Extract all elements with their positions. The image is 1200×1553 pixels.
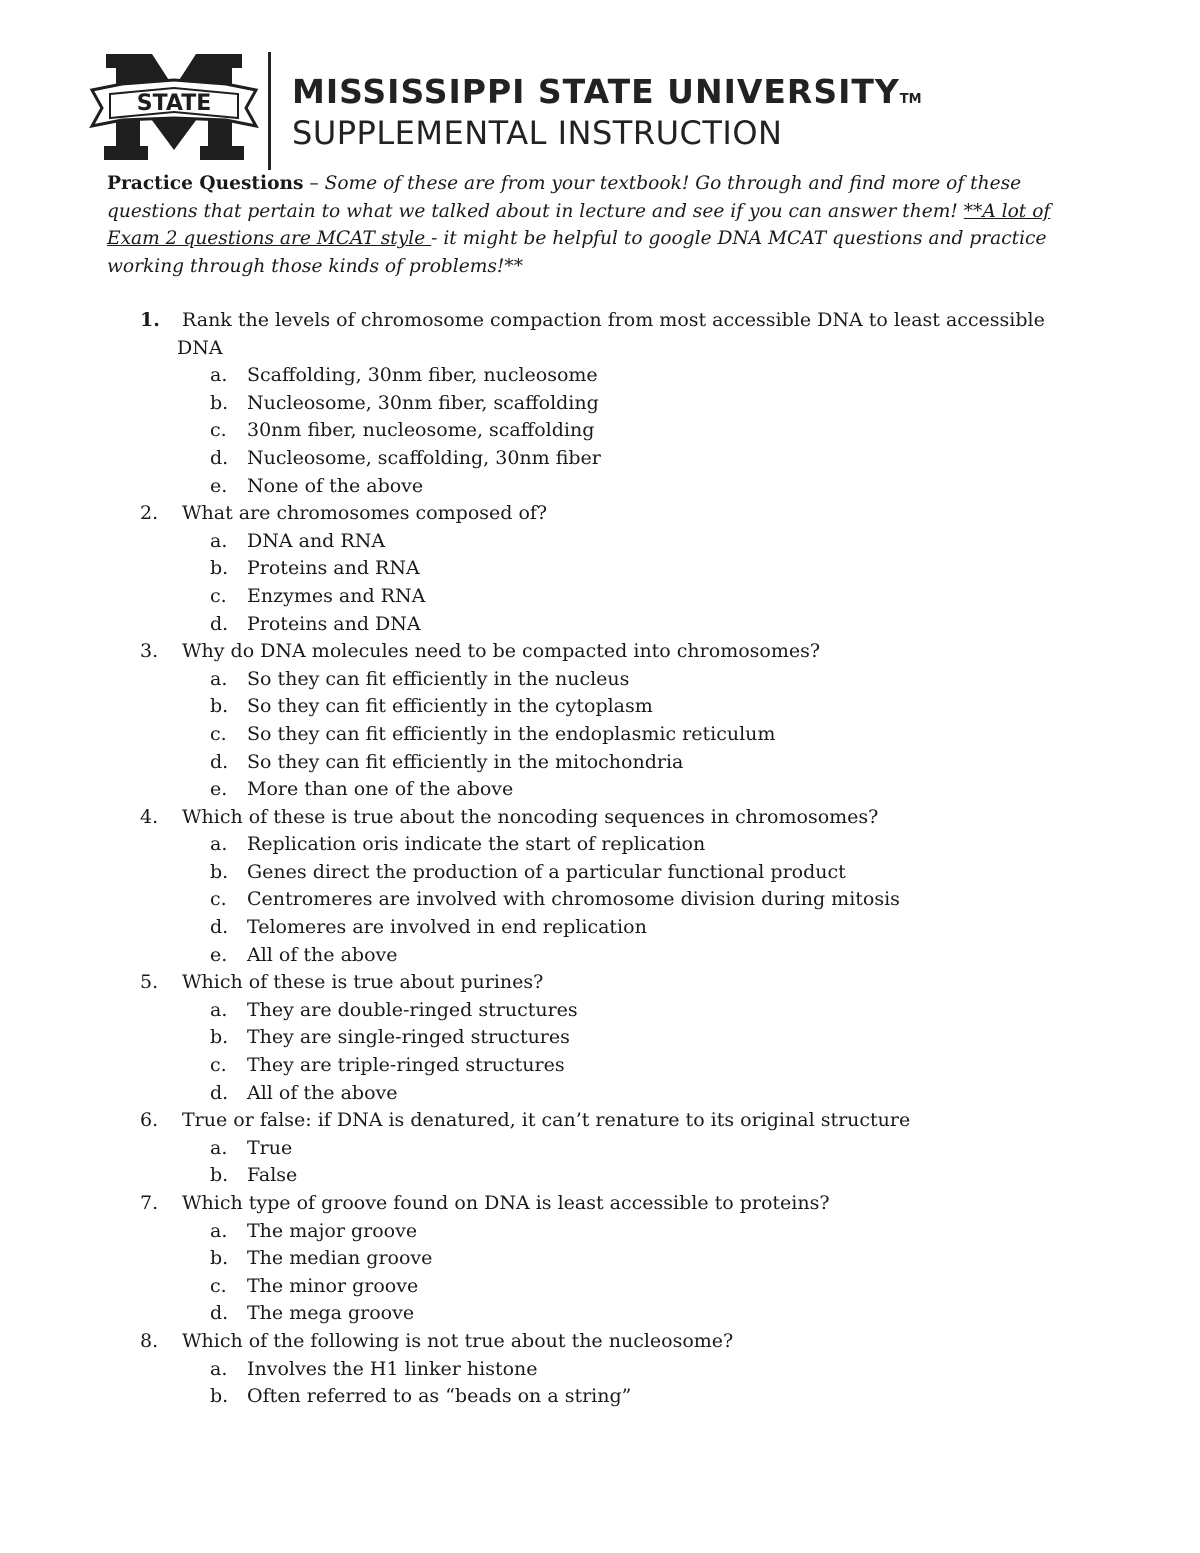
option-item bbox=[0, 831, 1200, 859]
option-letter: c. bbox=[210, 1054, 227, 1077]
question-number: 8. bbox=[140, 1329, 159, 1352]
option-letter: b. bbox=[210, 1026, 229, 1049]
option-text: They are double-ringed structures bbox=[247, 998, 578, 1021]
option-letter: c. bbox=[210, 1274, 227, 1297]
option-item bbox=[0, 749, 1200, 777]
option-letter: d. bbox=[210, 750, 229, 773]
option-item bbox=[0, 1218, 1200, 1246]
question-text: Which of these is true about purines? bbox=[182, 971, 544, 994]
option-letter: b. bbox=[210, 1247, 229, 1270]
question-text: Why do DNA molecules need to be compacted into chromosomes? bbox=[182, 640, 821, 663]
option-item bbox=[0, 1300, 1200, 1328]
option-letter: a. bbox=[210, 667, 228, 690]
option-letter: a. bbox=[210, 833, 228, 856]
option-letter: c. bbox=[210, 722, 227, 745]
option-item bbox=[0, 1024, 1200, 1052]
option-text: All of the above bbox=[247, 1081, 398, 1104]
option-text: Replication oris indicate the start of replication bbox=[247, 833, 706, 856]
option-text: Proteins and RNA bbox=[247, 557, 420, 580]
header-divider bbox=[268, 52, 271, 170]
question-number: 5. bbox=[140, 971, 159, 994]
option-item bbox=[0, 1245, 1200, 1273]
msu-m-logo-icon bbox=[88, 54, 260, 162]
option-item bbox=[0, 473, 1200, 501]
option-letter: b. bbox=[210, 557, 229, 580]
intro-text-2: - it might be helpful to google DNA MCAT questions and practice working through those kinds of problems!** bbox=[107, 228, 1047, 277]
option-item bbox=[0, 997, 1200, 1025]
option-item bbox=[0, 390, 1200, 418]
option-letter: b. bbox=[210, 860, 229, 883]
option-item bbox=[0, 776, 1200, 804]
question-number: 4. bbox=[140, 805, 159, 828]
option-letter: c. bbox=[210, 584, 227, 607]
option-item bbox=[0, 1356, 1200, 1384]
intro-paragraph bbox=[107, 170, 1092, 280]
question-item bbox=[0, 638, 1200, 666]
option-text: So they can fit efficiently in the nucleus bbox=[247, 667, 630, 690]
question-continuation bbox=[0, 335, 1200, 363]
option-letter: d. bbox=[210, 916, 229, 939]
option-text: Nucleosome, 30nm fiber, scaffolding bbox=[247, 391, 599, 414]
option-letter: c. bbox=[210, 888, 227, 911]
option-item bbox=[0, 721, 1200, 749]
logo-text: STATE bbox=[136, 91, 212, 116]
option-text: 30nm fiber, nucleosome, scaffolding bbox=[247, 419, 595, 442]
option-text: False bbox=[247, 1164, 298, 1187]
question-text-cont: DNA bbox=[177, 336, 223, 359]
option-item bbox=[0, 1135, 1200, 1163]
option-item bbox=[0, 859, 1200, 887]
option-item bbox=[0, 583, 1200, 611]
university-name-text: MISSISSIPPI STATE UNIVERSITY bbox=[292, 72, 900, 111]
intro-lead: Practice Questions bbox=[107, 173, 304, 194]
option-item bbox=[0, 1052, 1200, 1080]
option-text: Proteins and DNA bbox=[247, 612, 421, 635]
option-item bbox=[0, 1080, 1200, 1108]
question-text: Which type of groove found on DNA is least accessible to proteins? bbox=[182, 1192, 830, 1214]
option-item bbox=[0, 942, 1200, 970]
option-item bbox=[0, 417, 1200, 445]
question-item bbox=[0, 1328, 1200, 1356]
option-item bbox=[0, 1162, 1200, 1190]
question-item bbox=[0, 1190, 1200, 1218]
option-letter: a. bbox=[210, 1357, 228, 1380]
option-item bbox=[0, 555, 1200, 583]
option-letter: a. bbox=[210, 998, 228, 1021]
option-letter: b. bbox=[210, 695, 229, 718]
option-letter: e. bbox=[210, 474, 228, 497]
option-text: So they can fit efficiently in the cytoplasm bbox=[247, 695, 653, 718]
question-number: 3. bbox=[140, 640, 159, 663]
option-letter: d. bbox=[210, 1081, 229, 1104]
option-letter: a. bbox=[210, 364, 228, 387]
question-number: 1. bbox=[140, 309, 160, 331]
program-name: SUPPLEMENTAL INSTRUCTION bbox=[292, 114, 783, 152]
option-letter: a. bbox=[210, 1219, 228, 1242]
question-text: Which of the following is not true about the nucleosome? bbox=[182, 1329, 734, 1352]
option-text: They are triple-ringed structures bbox=[247, 1054, 565, 1077]
option-item bbox=[0, 693, 1200, 721]
option-item bbox=[0, 1273, 1200, 1301]
option-text: The major groove bbox=[247, 1219, 418, 1242]
option-text: They are single-ringed structures bbox=[247, 1026, 570, 1049]
question-item bbox=[0, 969, 1200, 997]
option-text: The median groove bbox=[247, 1247, 433, 1270]
option-item bbox=[0, 445, 1200, 473]
option-letter: d. bbox=[210, 446, 229, 469]
option-text: All of the above bbox=[247, 943, 398, 966]
option-letter: d. bbox=[210, 1302, 229, 1325]
question-number: 2. bbox=[140, 502, 159, 525]
option-item bbox=[0, 914, 1200, 942]
question-item bbox=[0, 500, 1200, 528]
option-text: DNA and RNA bbox=[247, 529, 386, 552]
option-letter: d. bbox=[210, 612, 229, 635]
intro-underlined: **A lot of Exam 2 questions are MCAT style bbox=[107, 200, 1051, 250]
option-text: So they can fit efficiently in the mitochondria bbox=[247, 750, 684, 773]
question-item bbox=[0, 1107, 1200, 1135]
option-letter: b. bbox=[210, 1164, 229, 1187]
option-text: Involves the H1 linker histone bbox=[247, 1357, 538, 1380]
option-item bbox=[0, 528, 1200, 556]
option-text: True bbox=[247, 1136, 293, 1159]
option-text: Scaffolding, 30nm fiber, nucleosome bbox=[247, 364, 598, 387]
option-text: Often referred to as “beads on a string” bbox=[247, 1385, 632, 1408]
document-header bbox=[88, 52, 938, 170]
option-text: Telomeres are involved in end replication bbox=[247, 916, 647, 939]
option-letter: e. bbox=[210, 943, 228, 966]
option-text: None of the above bbox=[247, 474, 424, 497]
question-list bbox=[0, 307, 1200, 1411]
option-item bbox=[0, 886, 1200, 914]
option-text: The mega groove bbox=[247, 1302, 415, 1325]
option-text: Genes direct the production of a particular functional product bbox=[247, 860, 846, 883]
option-text: Enzymes and RNA bbox=[247, 584, 426, 607]
option-text: So they can fit efficiently in the endoplasmic reticulum bbox=[247, 722, 776, 745]
option-letter: b. bbox=[210, 1385, 229, 1408]
trademark: TM bbox=[899, 92, 922, 107]
option-text: The minor groove bbox=[247, 1274, 419, 1297]
option-item bbox=[0, 362, 1200, 390]
option-letter: b. bbox=[210, 391, 229, 414]
question-text: Which of these is true about the noncoding sequences in chromosomes? bbox=[182, 805, 879, 828]
option-letter: e. bbox=[210, 778, 228, 801]
intro-dash: – bbox=[303, 173, 325, 194]
question-text: What are chromosomes composed of? bbox=[182, 502, 548, 525]
msu-logo bbox=[88, 54, 260, 162]
option-item bbox=[0, 666, 1200, 694]
option-text: Centromeres are involved with chromosome division during mitosis bbox=[247, 888, 900, 911]
option-item bbox=[0, 1383, 1200, 1411]
question-item bbox=[0, 804, 1200, 832]
option-item bbox=[0, 611, 1200, 639]
question-text: True or false: if DNA is denatured, it can’t renature to its original structure bbox=[182, 1109, 911, 1132]
option-text: More than one of the above bbox=[247, 778, 514, 801]
option-letter: a. bbox=[210, 529, 228, 552]
option-letter: c. bbox=[210, 419, 227, 442]
option-letter: a. bbox=[210, 1136, 228, 1159]
question-item bbox=[0, 307, 1200, 335]
option-text: Nucleosome, scaffolding, 30nm fiber bbox=[247, 446, 601, 469]
question-text: Rank the levels of chromosome compaction from most accessible DNA to least accessible bbox=[182, 309, 1045, 331]
intro-text-1: Some of these are from your textbook! Go through and find more of these questions that pertain to what we talked about in lecture and see if you can answer them! bbox=[107, 173, 1022, 222]
question-number: 6. bbox=[140, 1109, 159, 1132]
question-number: 7. bbox=[140, 1192, 159, 1214]
university-name bbox=[292, 72, 922, 111]
